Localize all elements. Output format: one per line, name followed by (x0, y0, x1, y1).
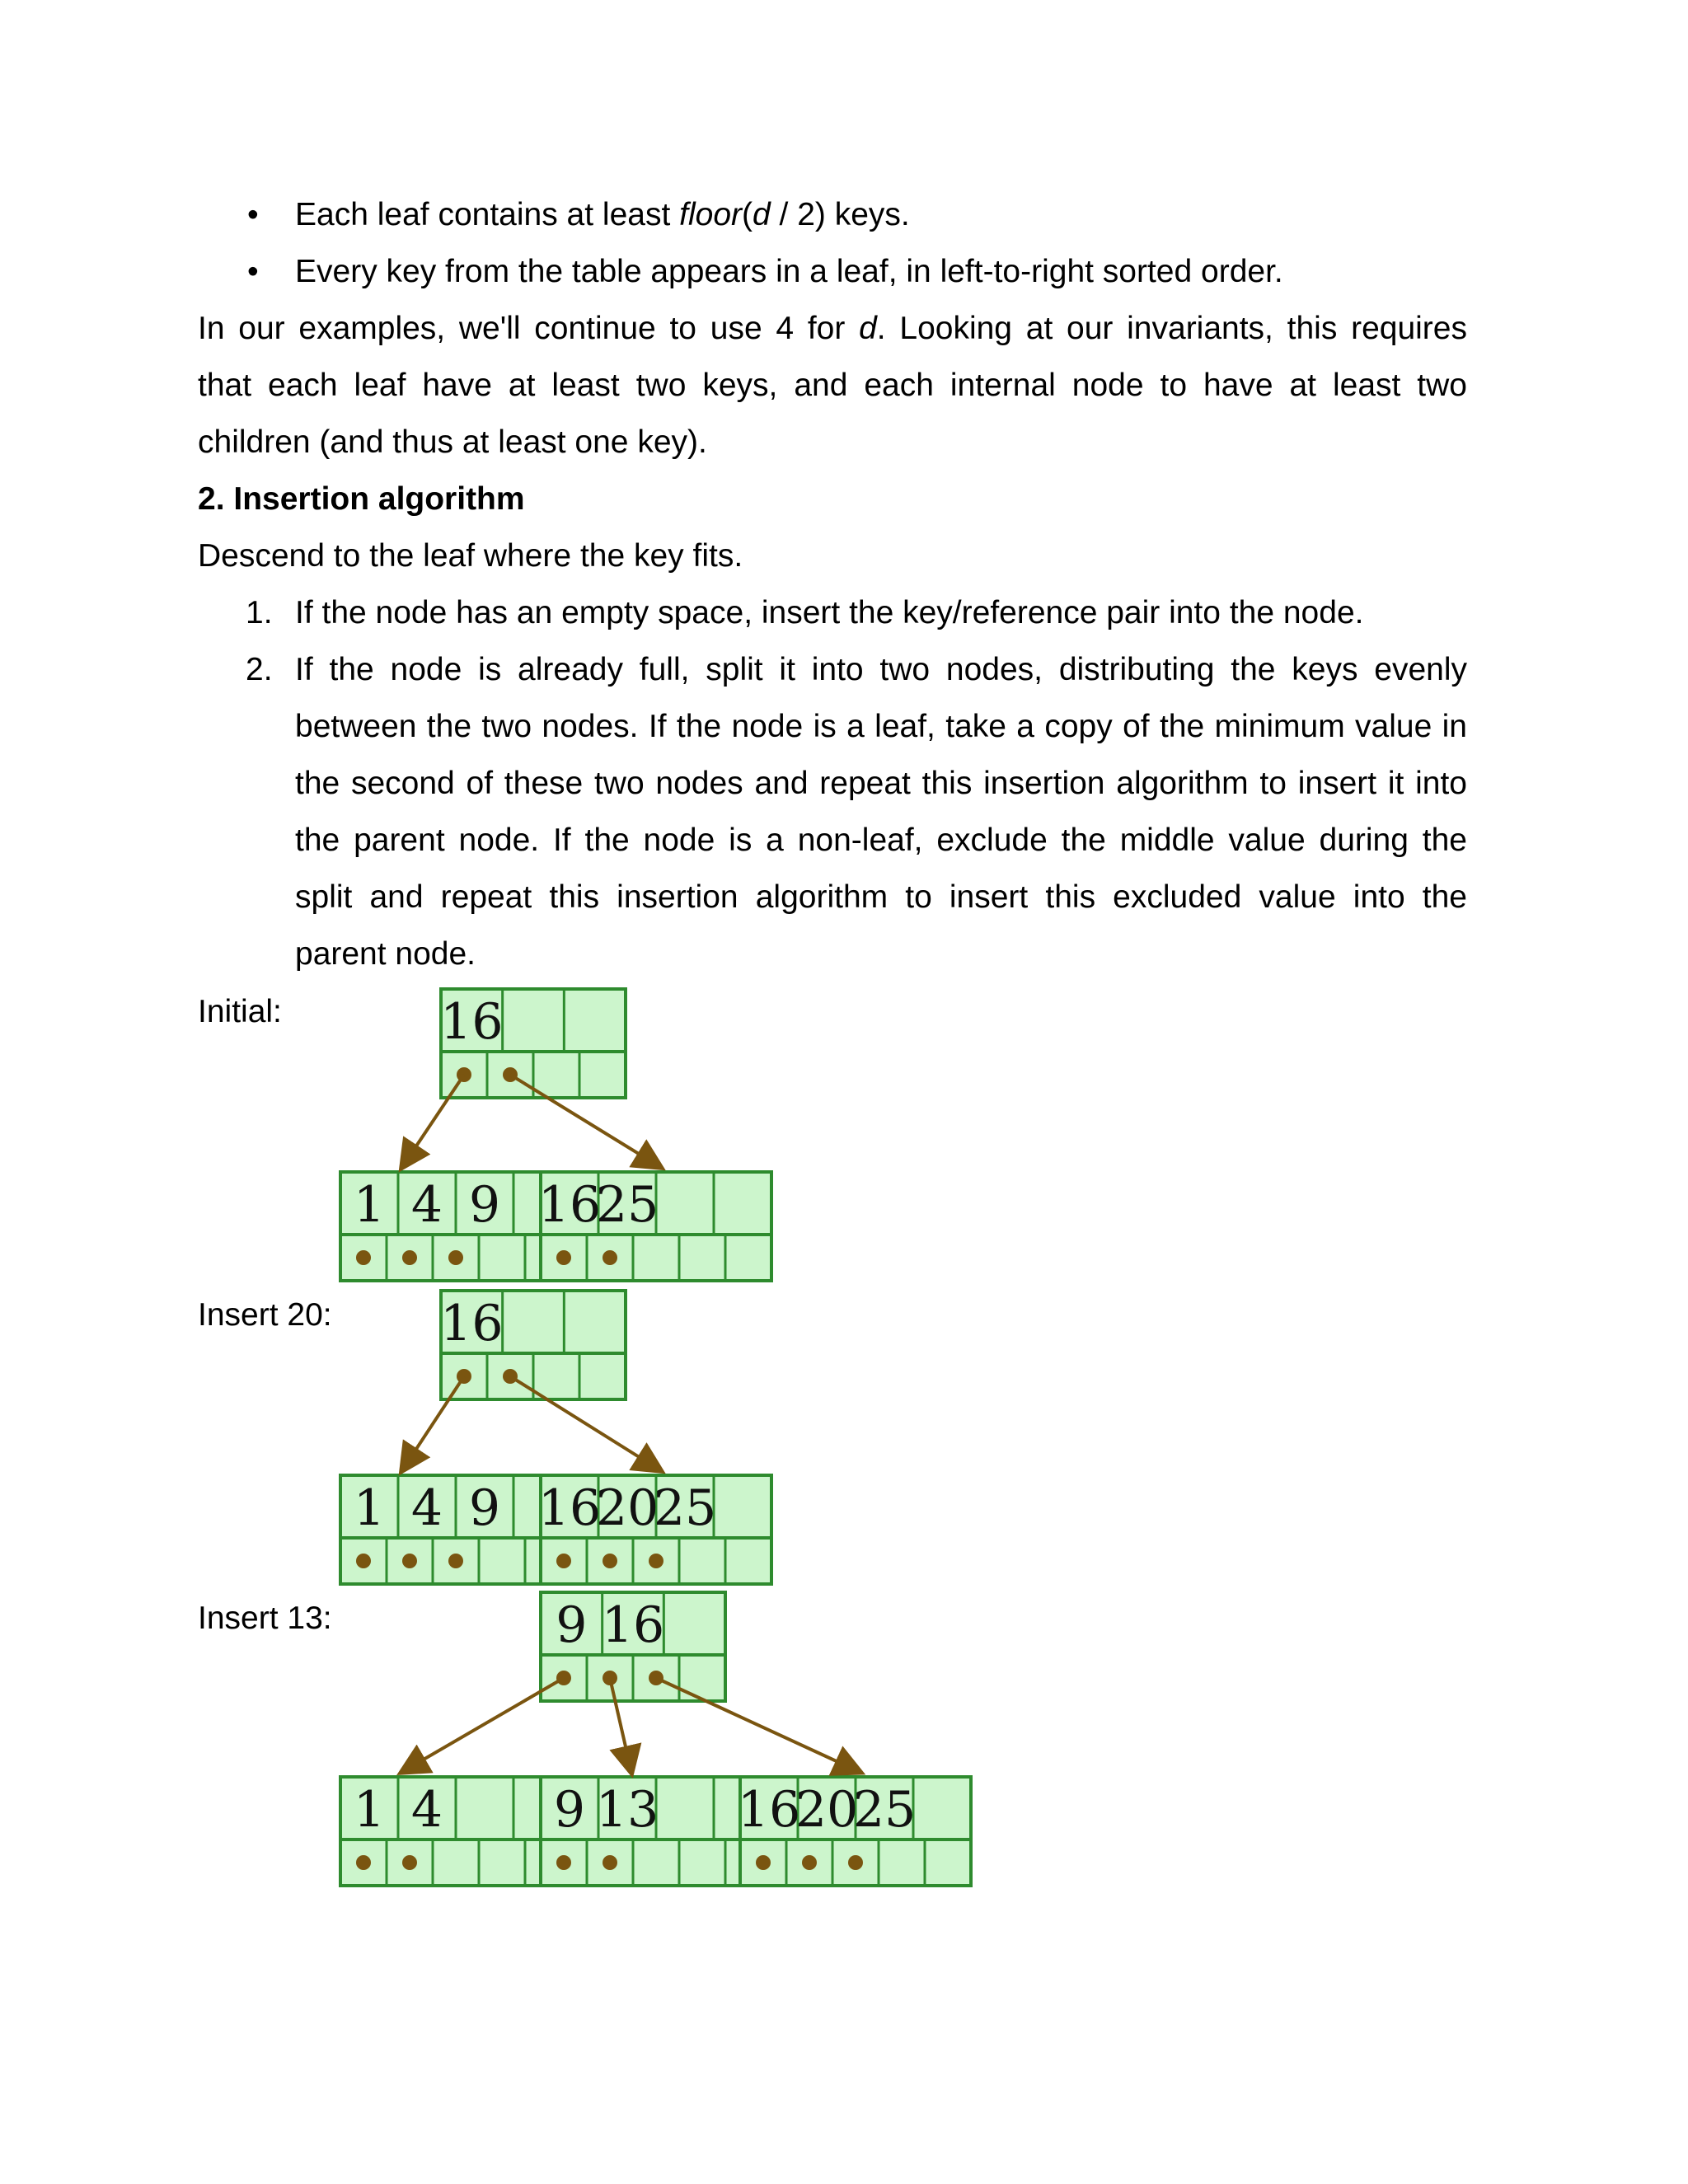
paragraph-text: . Looking at our invariants, this requires (876, 311, 1467, 346)
diagram-label-initial: Initial: (198, 994, 282, 1029)
internal-node-key: 9 (556, 1596, 588, 1654)
leaf-node-key: 1 (353, 1781, 386, 1839)
leaf-node-key: 16 (537, 1479, 602, 1537)
internal-node-key: 16 (440, 1295, 504, 1352)
leaf-node-pointer-dot (356, 1250, 371, 1265)
leaf-node (538, 1475, 771, 1584)
leaf-node-key: 1 (353, 1176, 386, 1234)
paragraph-text: In our examples, we'll continue to use 4 for (198, 311, 860, 346)
leaf-node-pointer-row (541, 1840, 771, 1886)
leaf-node-pointer-dot (756, 1855, 771, 1870)
internal-node (440, 989, 626, 1098)
bullet-text-emphasis: d (753, 197, 771, 232)
list-item-text: If the node has an empty space, insert the key/reference pair into the node. (295, 595, 1364, 630)
leaf-node-key: 4 (410, 1781, 443, 1839)
leaf-node-pointer-dot (603, 1554, 617, 1568)
list-item-text: If the node is already full, split it into two nodes, distributing the keys evenly (295, 652, 1467, 687)
bullet-glyph: • (247, 254, 259, 289)
list-item-text: the parent node. If the node is a non-leaf, exclude the middle value during the (295, 823, 1467, 858)
pointer-arrow (402, 1678, 564, 1772)
list-item-text: the second of these two nodes and repeat this insertion algorithm to insert it into (295, 766, 1467, 801)
btree-diagram (340, 1291, 771, 1584)
leaf-node-key: 16 (537, 1176, 602, 1234)
leaf-node-pointer-dot (402, 1554, 417, 1568)
bullet-text-part: Each leaf contains at least (295, 197, 680, 232)
bullet-text-part: ( (742, 197, 753, 232)
paragraph-line: that each leaf have at least two keys, and each internal node to have at least two (198, 368, 1467, 403)
bullet-text-part: / 2) keys. (770, 197, 910, 232)
list-item-text: between the two nodes. If the node is a leaf, take a copy of the minimum value in (295, 709, 1467, 744)
leaf-node-pointer-dot (402, 1855, 417, 1870)
leaf-node-key: 9 (553, 1781, 586, 1839)
list-number: 1. (246, 595, 273, 630)
leaf-node-key: 25 (852, 1781, 917, 1839)
leaf-node-key: 4 (410, 1176, 443, 1234)
leaf-node-key: 13 (595, 1781, 659, 1839)
leaf-node-pointer-dot (603, 1855, 617, 1870)
leaf-node-pointer-dot (848, 1855, 863, 1870)
leaf-node-key: 9 (468, 1479, 501, 1537)
leaf-node-key: 16 (737, 1781, 801, 1839)
leaf-node-key: 1 (353, 1479, 386, 1537)
leaf-node-pointer-dot (448, 1554, 463, 1568)
leaf-node (340, 1777, 571, 1886)
leaf-node-pointer-dot (448, 1250, 463, 1265)
paragraph-line: children (and thus at least one key). (198, 424, 707, 460)
leaf-node (738, 1777, 971, 1886)
leaf-node-pointer-dot (649, 1554, 663, 1568)
leaf-node-pointer-row (541, 1235, 771, 1281)
leaf-node-key: 25 (653, 1479, 717, 1537)
leaf-node-pointer-dot (356, 1554, 371, 1568)
intro-line: Descend to the leaf where the key fits. (198, 538, 743, 574)
diagram-label-insert-20: Insert 20: (198, 1297, 332, 1333)
leaf-node-key: 20 (795, 1781, 859, 1839)
leaf-node (340, 1172, 571, 1281)
pointer-arrow (402, 1376, 464, 1470)
bullet-glyph: • (247, 197, 259, 232)
leaf-node-pointer-dot (556, 1250, 571, 1265)
leaf-node-key: 4 (410, 1479, 443, 1537)
list-number: 2. (246, 652, 273, 687)
diagram-label-insert-13: Insert 13: (198, 1601, 332, 1636)
leaf-node (340, 1475, 571, 1584)
btree-diagram (340, 1592, 971, 1886)
list-item-text: split and repeat this insertion algorithm to insert this excluded value into the (295, 879, 1467, 915)
leaf-node-key: 9 (468, 1176, 501, 1234)
internal-node-key: 16 (440, 993, 504, 1051)
pointer-arrow (656, 1678, 860, 1772)
internal-node (440, 1291, 626, 1399)
leaf-node-pointer-dot (556, 1855, 571, 1870)
list-item-text: parent node. (295, 936, 476, 972)
internal-node-key: 16 (601, 1596, 665, 1654)
leaf-node-pointer-dot (603, 1250, 617, 1265)
section-heading-text: 2. Insertion algorithm (198, 481, 525, 517)
leaf-node-pointer-dot (356, 1855, 371, 1870)
leaf-node-pointer-dot (402, 1250, 417, 1265)
leaf-node-pointer-dot (556, 1554, 571, 1568)
pointer-arrow (402, 1075, 464, 1167)
bullet-text: Every key from the table appears in a leaf, in left-to-right sorted order. (295, 254, 1283, 289)
leaf-node (538, 1172, 771, 1281)
internal-node (541, 1592, 725, 1701)
bullet-text-emphasis: floor (679, 197, 742, 232)
leaf-node-pointer-row (340, 1840, 571, 1886)
paragraph-emphasis: d (859, 311, 877, 346)
btree-diagram (340, 989, 771, 1281)
leaf-node-pointer-dot (802, 1855, 817, 1870)
leaf-node-key: 20 (595, 1479, 659, 1537)
leaf-node-key: 25 (595, 1176, 659, 1234)
